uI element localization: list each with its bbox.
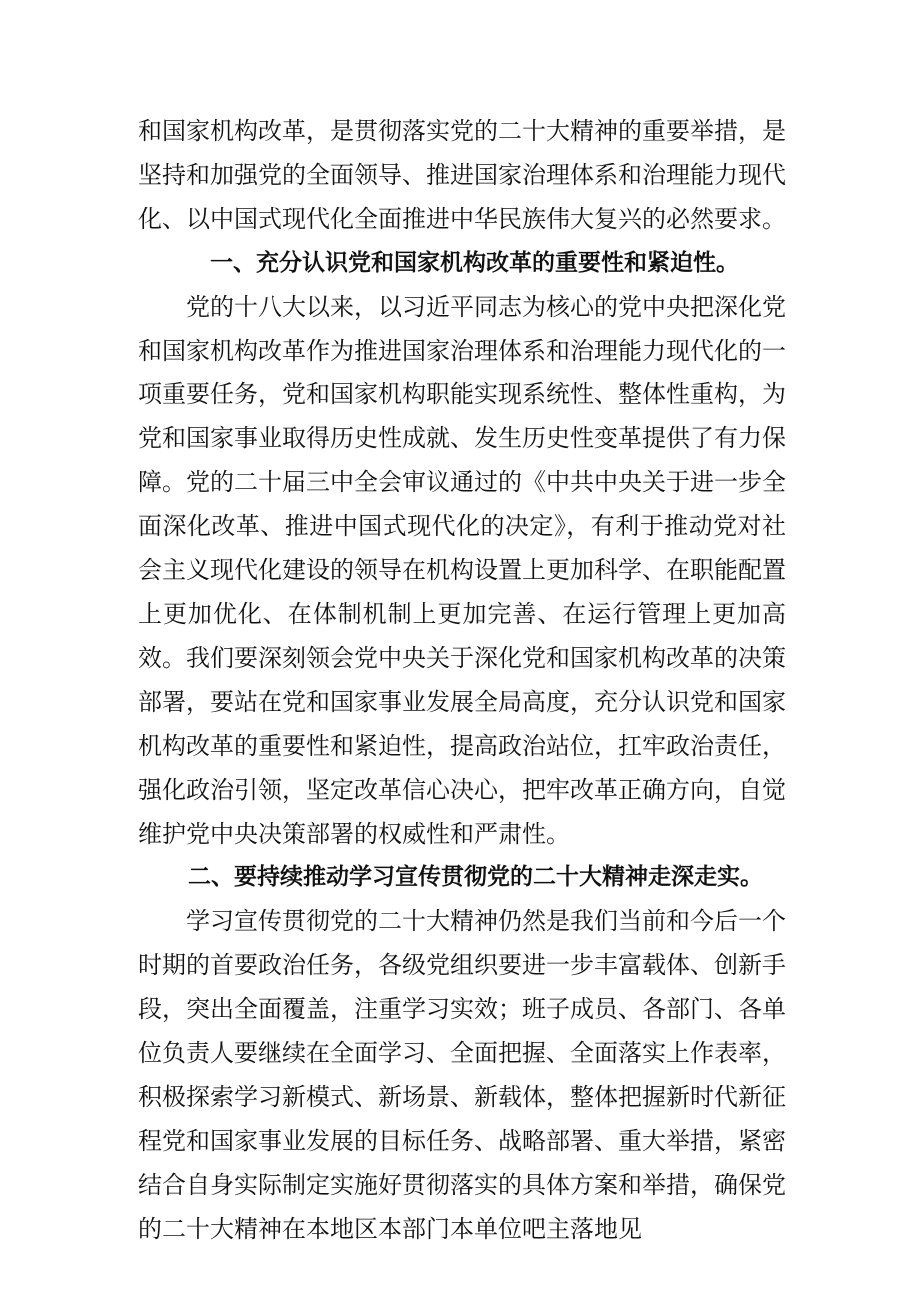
document-body <box>138 110 786 1252</box>
paragraph-section-1: 党的十八大以来，以习近平同志为核心的党中央把深化党和国家机构改革作为推进国家治理体系和治理能力现代化的一项重要任务，党和国家机构职能实现系统性、整体性重构，为党和国家事业取得历史性成就、发生历史性变革提供了有力保障。党的二十届三中全会审议通过的《中共中央关于进一步全面深化改革、推进中国式现代化的决定》，有利于推动党对社会主义现代化建设的领导在机构设置上更加科学、在职能配置上更加优化、在体制机制上更加完善、在运行管理上更加高效。我们要深刻领会党中央关于深化党和国家机构改革的决策部署，要站在党和国家事业发展全局高度，充分认识党和国家机构改革的重要性和紧迫性，提高政治站位，扛牢政治责任，强化政治引领，坚定改革信心决心，把牢改革正确方向，自觉维护党中央决策部署的权威性和严肃性。 <box>138 292 786 848</box>
paragraph-intro-continuation: 和国家机构改革，是贯彻落实党的二十大精神的重要举措，是坚持和加强党的全面领导、推进国家治理体系和治理能力现代化、以中国式现代化全面推进中华民族伟大复兴的必然要求。 <box>138 117 786 233</box>
paragraph-section-2: 学习宣传贯彻党的二十大精神仍然是我们当前和今后一个时期的首要政治任务，各级党组织要进一步丰富载体、创新手段，突出全面覆盖，注重学习实效；班子成员、各部门、各单位负责人要继续在全面学习、全面把握、全面落实上作表率，积极探索学习新模式、新场景、新载体，整体把握新时代新征程党和国家事业发展的目标任务、战略部署、重大举措，紧密结合自身实际制定实施好贯彻落实的具体方案和举措，确保党的二十大精神在本地区本部门本单位吧主落地见 <box>138 907 786 1243</box>
section-heading-1: 一、充分认识党和国家机构改革的重要性和紧迫性。 <box>210 249 739 276</box>
section-heading-2: 二、要持续推动学习宣传贯彻党的二十大精神走深走实。 <box>188 864 763 891</box>
